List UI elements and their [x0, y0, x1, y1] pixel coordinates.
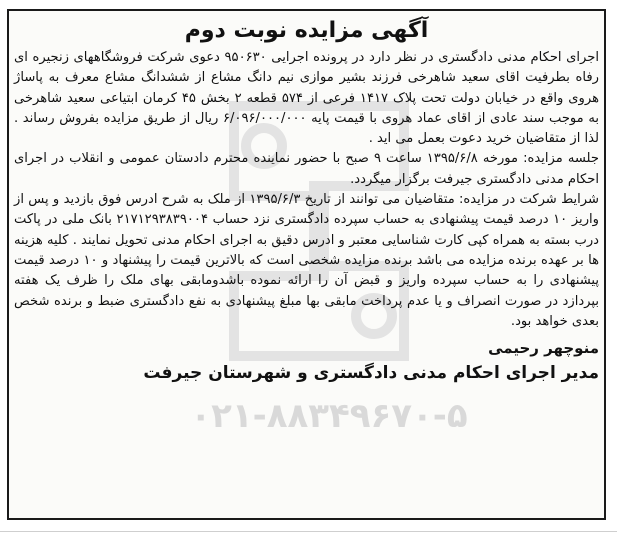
notice-paragraph-session: جلسه مزایده: مورخه ۱۳۹۵/۶/۸ ساعت ۹ صبح با حضور نماینده محترم دادستان عمومی و انقلاب در اجرای احکام مدنی دادگستری جیرفت برگزار میگردد. — [14, 151, 599, 187]
notice-title: آگهی مزایده نوبت دوم — [184, 18, 429, 43]
signer-name: منوچهر رحیمی — [488, 339, 599, 358]
notice-paragraph-intro: اجرای احکام مدنی دادگستری در نظر دارد در پرونده اجرایی ۹۵۰۶۳۰ دعوی شرکت فروشگاههای زنجیره ای رفاه بطرفیت اقای سعید شاهرخی فرزند بشیر موازی نیم دانگ مشاع از ششدانگ مشاع معرف به پاساژ هروی واقع در خیابان دولت تحت پلاک ۱۴۱۷ فرعی از ۵۷۴ قطعه ۲ بخش ۴۵ کرمان ابتیاعی سعید شاهرخی به موجب سند عادی از اقای عماد هروی با قیمت پایه ۶/۰۹۶/۰۰۰/۰۰۰ ریال از طریق مزایده بفروش رساند . لذا از متقاضیان خرید دعوت بعمل می اید . — [14, 50, 599, 147]
notice-content — [14, 16, 599, 386]
phone-watermark: ۰۲۱-۸۸۳۴۹۶۷۰-۵ — [190, 396, 468, 436]
notice-paragraph-conditions: شرایط شرکت در مزایده: متقاضیان می توانند از تاریخ ۱۳۹۵/۶/۳ از ملک به شرح ادرس فوق بازدید و پس از واریز ۱۰ درصد قیمت پیشنهادی به حساب سپرده دادگستری نزد حساب ۲۱۷۱۲۹۳۸۳۹۰۰۴ بانک ملی در پاکت درب بسته به همراه کپی کارت شناسایی معتبر و ادرس دقیق به اجرای احکام مدنی تحویل نمایند . کلیه هزینه ها بر عهده برنده مزایده می باشد برنده مزایده شخصی است که بالاترین قیمت را پیشنهاد و ۱۰ درصد قیمت پیشنهادی را به حساب سپرده واریز و قبض آن را ارائه نموده باشدومابقی بهای ملک را ظرف یک هفته بپردازد در صورت انصراف و یا عدم پرداخت مابقی بها مبلغ پیشنهادی به نفع دادگستری ضبط و برنده شخص بعدی خواهد بود. — [14, 192, 599, 329]
signer-title: مدیر اجرای احکام مدنی دادگستری و شهرستان جیرفت — [143, 363, 599, 384]
page-bottom-divider — [0, 531, 617, 538]
